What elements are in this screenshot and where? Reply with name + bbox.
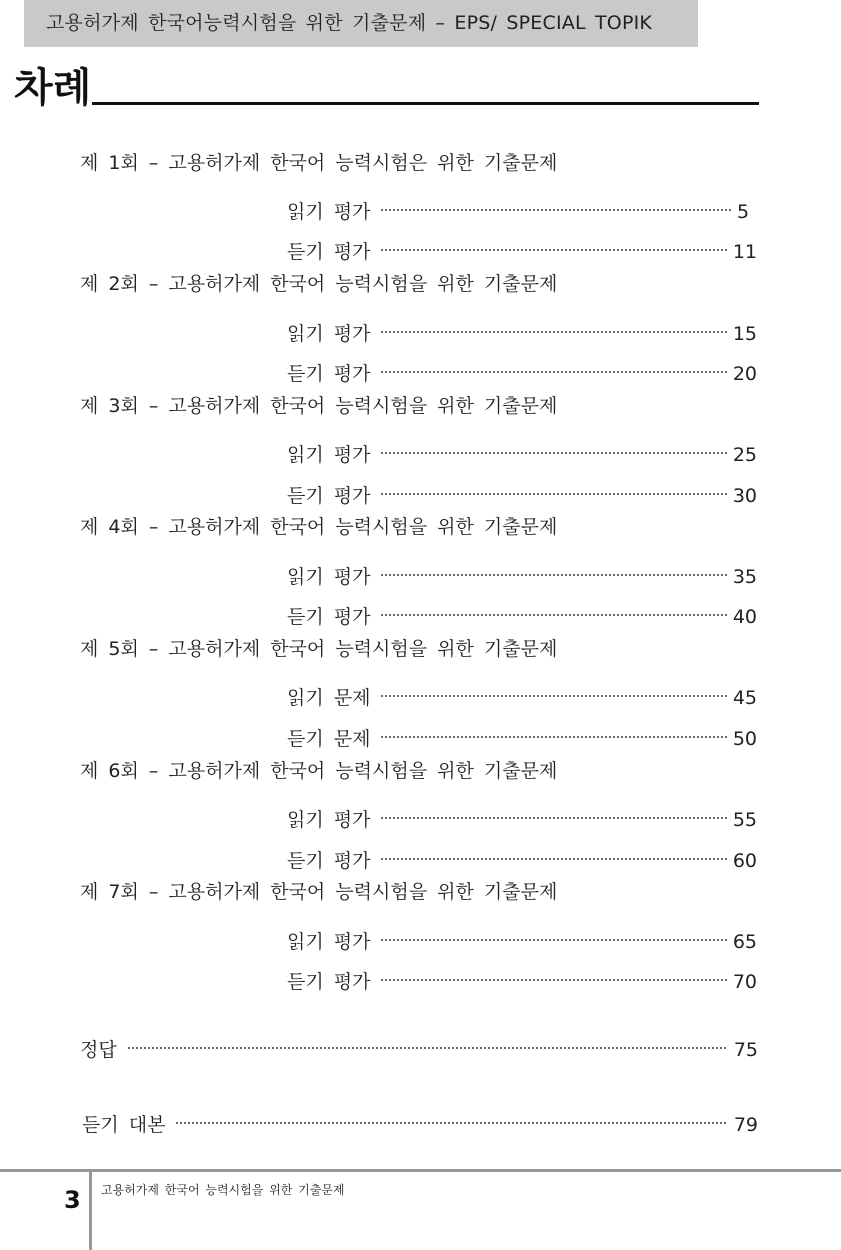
- running-footer: 고용허가제 한국어 능력시험을 위한 기출문제: [101, 1183, 345, 1197]
- session-heading: 제 6회 – 고용허가제 한국어 능력시험을 위한 기출문제: [80, 760, 558, 782]
- session-heading: 제 4회 – 고용허가제 한국어 능력시험을 위한 기출문제: [80, 516, 558, 538]
- toc-entry-page: 45: [732, 687, 757, 709]
- dot-leader: [380, 958, 726, 988]
- toc-entry-page: 11: [732, 241, 757, 263]
- dot-leader: [380, 310, 726, 340]
- toc-entry-page: 35: [732, 566, 757, 588]
- toc-entry-answers[interactable]: [80, 1026, 758, 1061]
- toc-entry-label: 듣기 평가: [287, 363, 371, 385]
- toc-entry-page: 50: [732, 728, 757, 750]
- toc-entry-page: 60: [732, 850, 757, 872]
- toc-entry[interactable]: [287, 188, 757, 223]
- toc-entry-page: 15: [732, 323, 757, 345]
- dot-leader: [127, 1026, 728, 1056]
- dot-leader: [380, 228, 726, 258]
- dot-leader: [380, 837, 726, 867]
- toc-entry-label: 읽기 평가: [287, 444, 371, 466]
- toc-entry-page: 20: [732, 363, 757, 385]
- session-heading: 제 1회 – 고용허가제 한국어 능력시험은 위한 기출문제: [80, 152, 558, 174]
- session-heading: 제 3회 – 고용허가제 한국어 능력시험을 위한 기출문제: [80, 395, 558, 417]
- toc-entry-transcript[interactable]: [82, 1101, 758, 1136]
- toc-entry-page: 79: [733, 1114, 758, 1136]
- page-number: 3: [64, 1186, 81, 1214]
- toc-entry-label: 읽기 평가: [287, 566, 371, 588]
- dot-leader: [380, 593, 726, 623]
- toc-entry-page: 30: [732, 485, 757, 507]
- toc-entry[interactable]: [287, 472, 757, 507]
- toc-entry[interactable]: [287, 350, 757, 385]
- dot-leader: [380, 674, 726, 704]
- title-underline: [92, 102, 759, 105]
- toc-entry-label: 듣기 평가: [287, 485, 371, 507]
- toc-entry[interactable]: [287, 310, 757, 345]
- running-header: [24, 0, 698, 47]
- toc-entry[interactable]: [287, 228, 757, 263]
- toc-entry-label: 듣기 평가: [287, 241, 371, 263]
- toc-entry-label: 읽기 평가: [287, 201, 371, 223]
- dot-leader: [175, 1101, 727, 1131]
- dot-leader: [380, 188, 731, 218]
- toc-entry[interactable]: [287, 918, 757, 953]
- toc-entry-label: 듣기 평가: [287, 971, 371, 993]
- toc-entry-label: 읽기 평가: [287, 323, 371, 345]
- toc-entry-page: 75: [733, 1039, 758, 1061]
- toc-entry-label: 듣기 평가: [287, 850, 371, 872]
- session-heading: 제 5회 – 고용허가제 한국어 능력시험을 위한 기출문제: [80, 638, 558, 660]
- toc-entry-label: 듣기 대본: [82, 1114, 166, 1136]
- toc-entry[interactable]: [287, 715, 757, 750]
- session-heading: 제 2회 – 고용허가제 한국어 능력시험을 위한 기출문제: [80, 273, 558, 295]
- toc-entry-label: 듣기 문제: [287, 728, 371, 750]
- toc-entry-label: 읽기 평가: [287, 931, 371, 953]
- toc-entry-page: 70: [732, 971, 757, 993]
- running-header-title: 고용허가제 한국어능력시험을 위한 기출문제 – EPS/ SPECIAL TOPIK: [46, 12, 653, 34]
- toc-entry[interactable]: [287, 553, 757, 588]
- dot-leader: [380, 472, 726, 502]
- toc-entry-label: 정답: [80, 1039, 117, 1061]
- dot-leader: [380, 553, 726, 583]
- toc-entry[interactable]: [287, 796, 757, 831]
- footer-divider: [0, 1169, 841, 1172]
- session-heading: 제 7회 – 고용허가제 한국어 능력시험을 위한 기출문제: [80, 881, 558, 903]
- dot-leader: [380, 715, 726, 745]
- dot-leader: [380, 796, 726, 826]
- toc-title: 차례: [14, 65, 92, 111]
- toc-entry[interactable]: [287, 837, 757, 872]
- toc-entry-page: 55: [732, 809, 757, 831]
- toc-entry-page: 40: [732, 606, 757, 628]
- toc-entry-label: 읽기 평가: [287, 809, 371, 831]
- toc-entry-label: 듣기 평가: [287, 606, 371, 628]
- toc-entry-page: 5: [737, 201, 750, 223]
- dot-leader: [380, 918, 726, 948]
- footer-vertical-divider: [89, 1172, 92, 1250]
- toc-entry-label: 읽기 문제: [287, 687, 371, 709]
- toc-entry[interactable]: [287, 674, 757, 709]
- toc-entry-page: 25: [732, 444, 757, 466]
- toc-entry[interactable]: [287, 958, 757, 993]
- dot-leader: [380, 431, 726, 461]
- toc-entry[interactable]: [287, 593, 757, 628]
- toc-entry-page: 65: [732, 931, 757, 953]
- toc-entry[interactable]: [287, 431, 757, 466]
- dot-leader: [380, 350, 726, 380]
